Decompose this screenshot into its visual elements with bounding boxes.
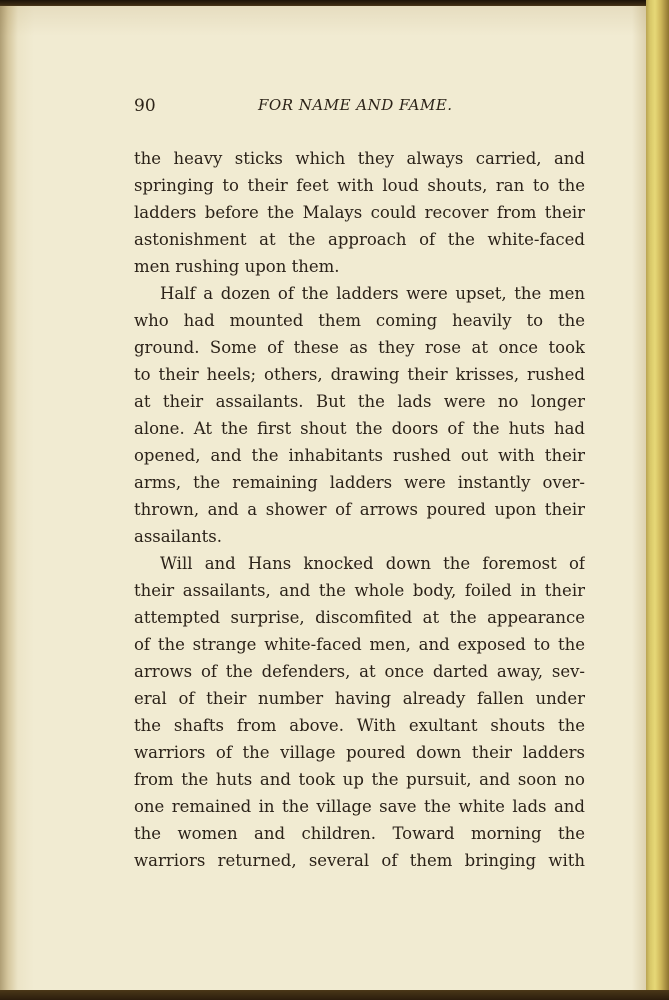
text-line: one remained in the village save the white lads and xyxy=(134,797,585,816)
book-page xyxy=(0,6,648,996)
text-line: arms, the remaining ladders were instantly over- xyxy=(134,473,585,492)
text-line: the shafts from above. With exultant shouts the xyxy=(134,716,585,735)
text-line: at their assailants. But the lads were no longer xyxy=(134,392,585,411)
text-line: eral of their number having already fallen under xyxy=(134,689,585,708)
text-line: alone. At the first shout the doors of the huts had xyxy=(134,419,585,438)
text-line: ground. Some of these as they rose at once took xyxy=(134,338,585,357)
book-fore-edge xyxy=(646,0,669,1000)
text-line: attempted surprise, discomfited at the appearance xyxy=(134,608,585,627)
running-title: FOR NAME AND FAME. xyxy=(258,96,453,114)
text-line: men rushing upon them. xyxy=(134,257,340,276)
text-line: ladders before the Malays could recover from their xyxy=(134,203,585,222)
text-line: from the huts and took up the pursuit, and soon no xyxy=(134,770,585,789)
text-line: thrown, and a shower of arrows poured upon their xyxy=(134,500,585,519)
text-line: Will and Hans knocked down the foremost of xyxy=(160,554,585,573)
text-line: springing to their feet with loud shouts, ran to the xyxy=(134,176,585,195)
text-line: Half a dozen of the ladders were upset, the men xyxy=(160,284,585,303)
text-line: to their heels; others, drawing their krisses, rushed xyxy=(134,365,585,384)
text-line: who had mounted them coming heavily to the xyxy=(134,311,585,330)
text-line: of the strange white-faced men, and exposed to the xyxy=(134,635,585,654)
text-line: warriors returned, several of them bringing with xyxy=(134,851,585,870)
book-bottom-edge xyxy=(0,990,669,1000)
page-number: 90 xyxy=(134,96,156,116)
text-line: opened, and the inhabitants rushed out with their xyxy=(134,446,585,465)
text-line: warriors of the village poured down their ladders xyxy=(134,743,585,762)
text-line: arrows of the defenders, at once darted away, sev- xyxy=(134,662,585,681)
text-line: the heavy sticks which they always carried, and xyxy=(134,149,585,168)
text-line: astonishment at the approach of the white-faced xyxy=(134,230,585,249)
text-line: the women and children. Toward morning the xyxy=(134,824,585,843)
text-line: their assailants, and the whole body, foiled in their xyxy=(134,581,585,600)
body-text xyxy=(134,145,585,874)
page-header xyxy=(134,96,586,122)
text-line: assailants. xyxy=(134,527,222,546)
